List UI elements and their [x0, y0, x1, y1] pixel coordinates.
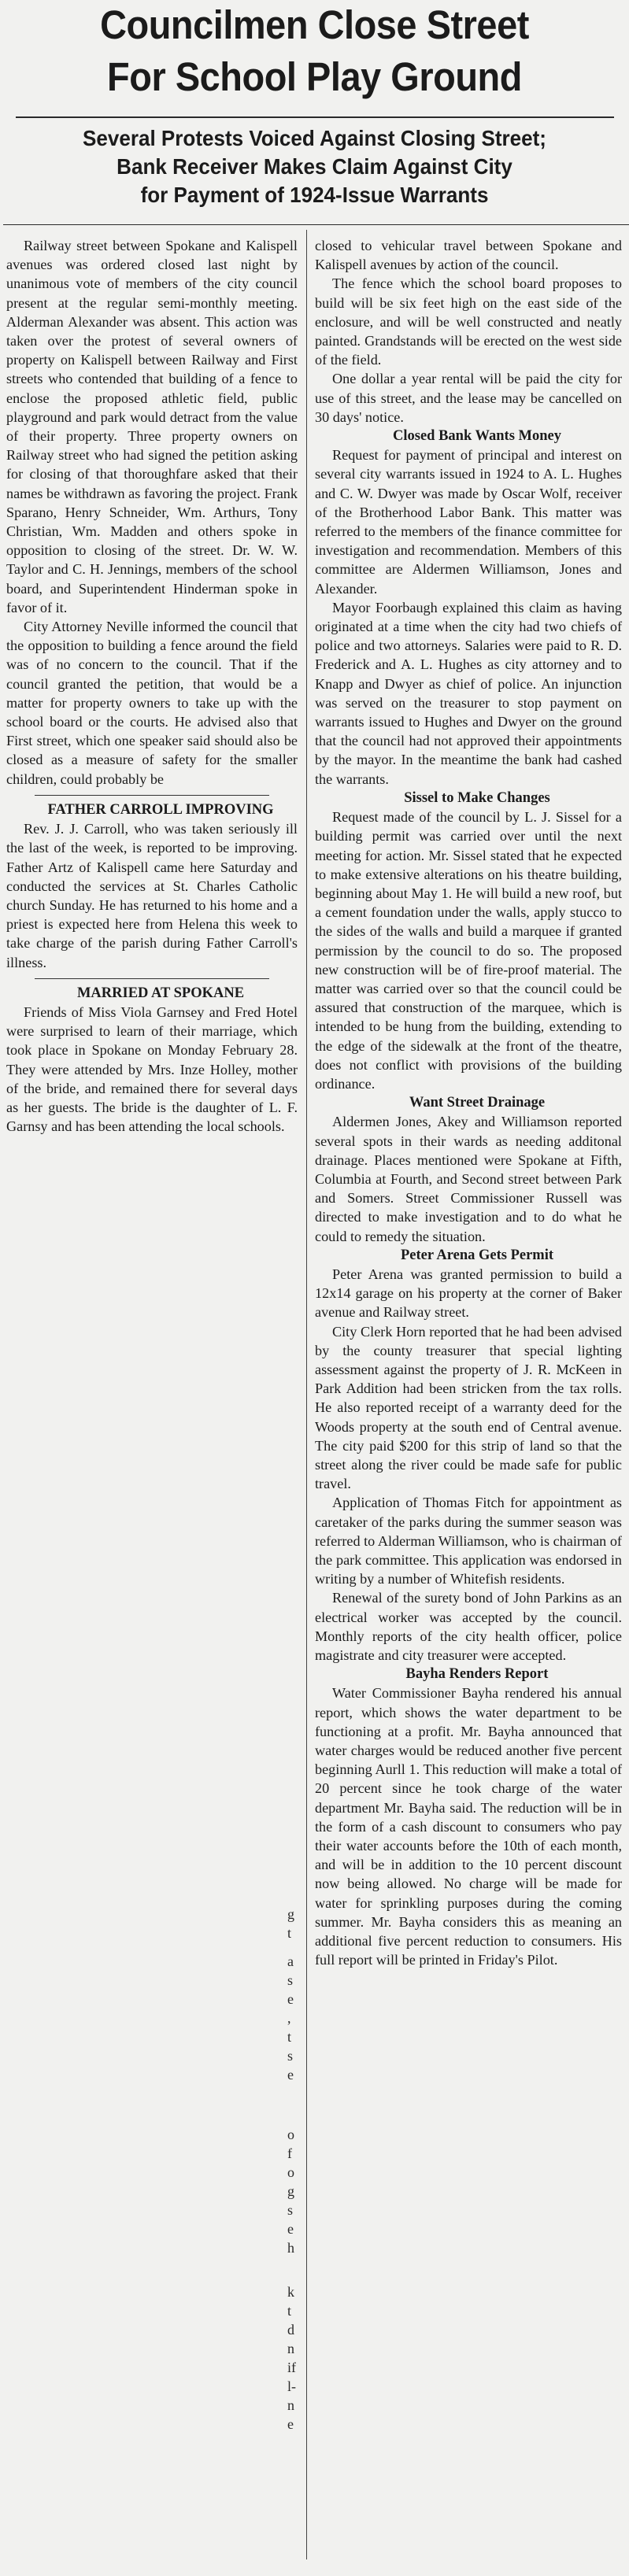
- headline-divider: [16, 116, 614, 118]
- subheading-father-carroll: FATHER CARROLL IMPROVING: [47, 801, 274, 818]
- margin-fragment: e: [287, 2067, 294, 2083]
- margin-fragment: e: [287, 2221, 294, 2237]
- subheading-married-at-spokane: MARRIED AT SPOKANE: [76, 985, 245, 1001]
- article-paragraph: The fence which the school board proposes to build will be six feet high on the east side of the enclosure, and will be well constructed and neatly painted. Grandstands will be erected on the west side of the field.: [315, 275, 622, 368]
- article-paragraph: Rev. J. J. Carroll, who was taken seriously ill the last of the week, is reported to be improving. Father Artz of Kalispell came here Saturday and conducted the services at St. Charles Catholic church Sunday. He has returned to his home and a priest is expected here from Helena this week to take charge of the parish during Father Carroll's illness.: [6, 821, 298, 970]
- margin-fragment: h: [287, 2240, 294, 2256]
- margin-fragment: t: [287, 2303, 292, 2319]
- margin-fragment: d: [287, 2322, 294, 2338]
- article-paragraph: City Attorney Neville informed the council that the opposition to building a fence around the field was of no concern to the council. That if the council granted the petition, that would be a matter for property owners to take up with the school board or the courts. He advised also that First street, which one speaker said should also be closed as a measure of safety for the smaller children, could probably be: [6, 619, 298, 787]
- article-paragraph: Mayor Foorbaugh explained this claim as having originated at a time when the city had two chiefs of police and two attorneys. Salaries were paid to R. D. Frederick and A. L. Hughes as city attorney and to Knapp and Dwyer as chief of police. An injunction was served on the treasurer to stop payment on warrants issued to Hughes and Dwyer on the ground that the council had not approved their appointments by the mayor. In the meantime the bank had cashed the warrants.: [315, 599, 622, 787]
- margin-fragment: ,: [287, 2010, 291, 2026]
- column-divider: [306, 230, 307, 2559]
- article-paragraph: City Clerk Horn reported that he had been advised by the county treasurer that special lighting assessment against the property of J. R. McKeen in Park Addition had been stricken from the tax rolls. He also reported receipt of a warranty deed for the Woods property at the south end of Central avenue. The city paid $200 for this strip of land so that the street along the river could be made safe for public travel.: [315, 1323, 622, 1492]
- subheading-street-drainage: Want Street Drainage: [409, 1095, 546, 1111]
- article-paragraph: Renewal of the surety bond of John Parkins as an electrical worker was accepted by the council. Monthly reports of the city health officer, police magistrate and city treasurer were accepted.: [315, 1590, 622, 1664]
- article-paragraph: Aldermen Jones, Akey and Williamson reported several spots in their wards as needing additonal drainage. Places mentioned were Spokane at Fifth, Columbia at Fourth, and Second street between Park and Somers. Street Commissioner Russell was directed to make investigation and to do what he could to remedy the situation.: [315, 1114, 622, 1244]
- headline-line-2: For School Play Ground: [107, 54, 522, 99]
- margin-fragment: o: [287, 2164, 294, 2180]
- subheading-bayha-report: Bayha Renders Report: [405, 1666, 549, 1683]
- margin-fragment: o: [287, 2127, 294, 2142]
- section-divider: [35, 795, 269, 796]
- margin-fragment: t: [287, 2029, 292, 2045]
- margin-fragment: g: [287, 2183, 294, 2199]
- article-paragraph: One dollar a year rental will be paid the city for use of this street, and the lease may be cancelled on 30 days' notice.: [315, 371, 622, 425]
- margin-fragment: a: [287, 1953, 294, 1969]
- margin-fragment: n: [287, 2397, 294, 2413]
- article-paragraph: closed to vehicular travel between Spokane and Kalispell avenues by action of the council.: [315, 238, 622, 273]
- article-paragraph: Peter Arena was granted permission to build a 12x14 garage on his property at the corner of Baker avenue and Railway street.: [315, 1266, 622, 1321]
- margin-fragment: l-: [287, 2378, 296, 2394]
- section-divider: [35, 978, 269, 979]
- article-column-right: [315, 236, 622, 1969]
- deck-line-3: for Payment of 1924-Issue Warrants: [140, 183, 489, 207]
- article-paragraph: Request for payment of principal and interest on several city warrants issued in 1924 to A. L. Hughes and C. W. Dwyer was made by Oscar Wolf, receiver of the Brotherhood Labor Bank. This matter was referred to the members of the finance committee for investigation and recommendation. Members of this committee are Aldermen Williamson, Jones and Alexander.: [315, 447, 622, 597]
- margin-fragment: s: [287, 1972, 294, 1988]
- margin-fragment: g: [287, 1906, 294, 1922]
- margin-fragment: t: [287, 1925, 292, 1941]
- margin-fragment: n: [287, 2341, 294, 2356]
- deck-line-1: Several Protests Voiced Against Closing Street;: [83, 126, 546, 150]
- margin-fragment: s: [287, 2202, 294, 2218]
- article-paragraph: Application of Thomas Fitch for appointment as caretaker of the parks during the summer season was referred to Alderman Williamson, who is chairman of the park committee. This application was endorsed in writing by a number of Whitefish residents.: [315, 1495, 622, 1587]
- margin-fragment: k: [287, 2284, 294, 2300]
- subheading-peter-arena: Peter Arena Gets Permit: [401, 1247, 553, 1263]
- margin-fragment: f: [287, 2145, 292, 2161]
- headline-line-1: Councilmen Close Street: [100, 2, 529, 47]
- margin-fragment: if: [287, 2360, 296, 2375]
- deck-line-2: Bank Receiver Makes Claim Against City: [117, 154, 512, 179]
- margin-fragment: s: [287, 2048, 294, 2064]
- article-paragraph: Water Commissioner Bayha rendered his annual report, which shows the water department to be functioning at a profit. Mr. Bayha announced that water charges would be reduced another five percent beginning Aurll 1. This reduction will make a total of 20 percent since he took charge of the water department Mr. Bayha said. The reduction will be in the form of a cash discount to consumers who pay their water accounts before the 10th of each month, and will be in addition to the 10 percent discount now being allowed. No charge will be made for water for sprinkling purposes during the coming summer. Mr. Bayha considers this as meaning an additional five percent reduction to consumers. His full report will be printed in Friday's Pilot.: [315, 1685, 622, 1968]
- subheading-sissel: Sissel to Make Changes: [404, 789, 550, 806]
- subheading-closed-bank: Closed Bank Wants Money: [393, 428, 561, 445]
- article-paragraph: Friends of Miss Viola Garnsey and Fred Hotel were surprised to learn of their marriage, which took place in Spokane on Monday February 28. They were attended by Mrs. Inze Holley, mother of the bride, and remained there for several days as her guests. The bride is the daughter of L. F. Garnsy and has been attending the local schools.: [6, 1003, 298, 1135]
- article-paragraph: Request made of the council by L. J. Sissel for a building permit was carried over until the next meeting for action. Mr. Sissel stated that he expected to make extensive alterations on his theatre building, beginning about May 1. He will build a new roof, but a cement foundation under the walls, apply stucco to the sides of the walls and build a marquee if granted permission by the council to do so. The proposed new construction will be of fire-proof material. The matter was carried over so that the council could be assured that construction of the marquee, which is intended to be hung from the building, extending to the edge of the sidewalk at the front of the theatre, does not conflict with provisions of the building ordinance.: [315, 809, 622, 1092]
- deck-divider: [3, 224, 629, 225]
- margin-fragment: e: [287, 1991, 294, 2007]
- margin-fragment: e: [287, 2416, 294, 2432]
- article-column-left: [6, 236, 298, 1136]
- article-paragraph: Railway street between Spokane and Kalispell avenues was ordered closed last night by unanimous vote of members of the city council present at the regular semi-monthly meeting. Alderman Alexander was absent. This action was taken over the protest of several owners of property on Kalispell between Railway and First streets who contended that building of a fence to enclose the proposed athletic field, public playground and park would detract from the value of their property. Three property owners on Railway street who had signed the petition asking for closing of that thoroughfare asked that their names be withdrawn as favoring the project. Frank Sparano, Henry Schneider, Wm. Arthurs, Tony Christian, Wm. Madden and others spoke in opposition to closing of the street. Dr. W. W. Taylor and C. H. Jennings, members of the school board, and Superintendent Hinderman spoke in favor of it.: [6, 238, 298, 615]
